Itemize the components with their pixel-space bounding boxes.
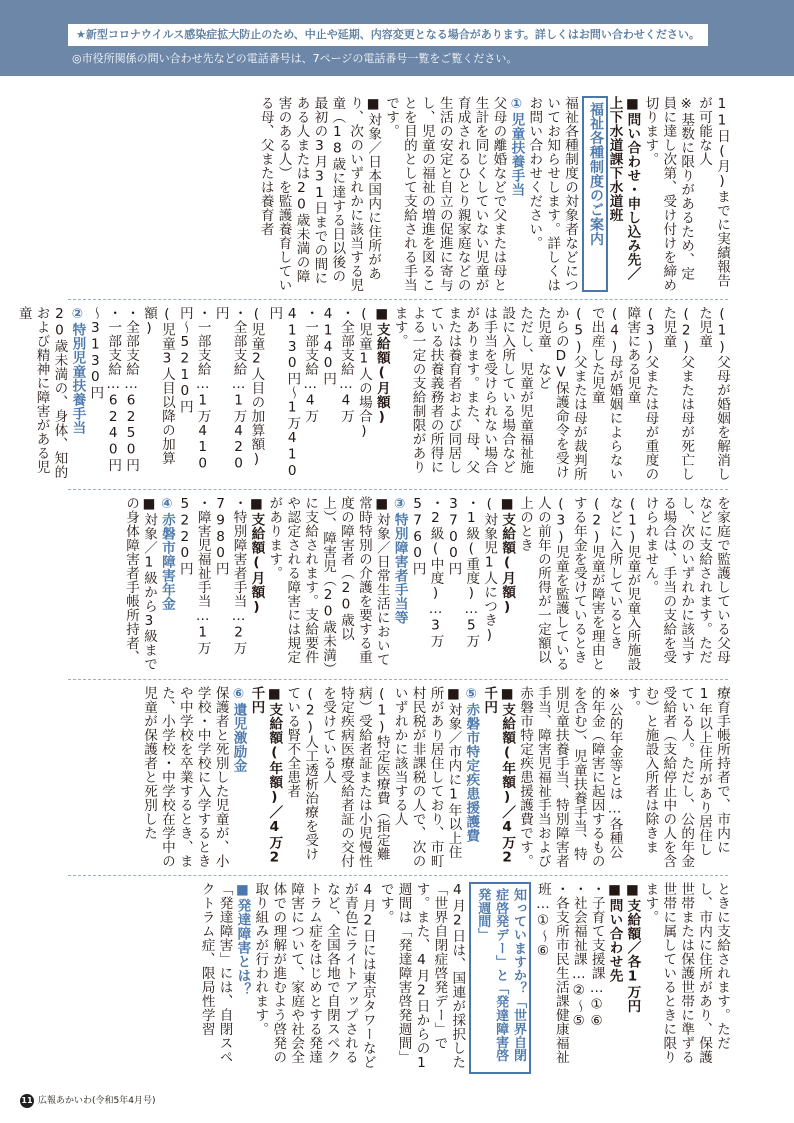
covid-notice: ★新型コロナウイルス感染症拡大防止のため、中止や延期、内容変更となる場合があります。詳しくはお問い合わせください。 (68, 24, 708, 46)
row-divider-1 (68, 299, 728, 300)
phone-note: ◎市役所関係の問い合わせ先などの電話番号は、7ページの電話番号一覧をご覧ください。 (72, 52, 518, 65)
footer-publication: 広報あかいわ(令和5年4月号) (38, 1096, 156, 1106)
section-title-welfare: 福祉各種制度のご案内 (582, 96, 608, 292)
row-divider-2 (68, 489, 728, 490)
header-banner (0, 0, 794, 76)
row-divider-4 (68, 875, 728, 876)
article-disease-allowance: 療育手帳所持者で、市内に1年以上住所があり居住している人。ただし、公的年金受給者（支給停止中の人を含む）と施設入所者は除きます。 ※公的年金等とは…各種公的年金（障害に起因するものを含む）、児童扶養手当、特別児童扶養手当、特別障害者手当、障害児福祉手当および赤磐市特定疾患援護費です。 ■支給額(年額)／4万2千円 ⑤赤磐市特定疾患援護費 ■対象／市内に1年以上住所があり居住しており、市町村民税が非課税の人で、次のいずれかに該当する人 (1)特定医療費（指定難病）受給者証または小児慢性特定疾病医療受給者証の交付を受けている人 (2)人工透析治療を受けている腎不全患者 ■支給額(年額)／4万2千円 ⑥遺児激励金 保護者と死別した児童が、小学校・中学校に入学するときや中学校を卒業するとき、また、小学校・中学校在学中の児童が保護者と死別した (141, 686, 730, 868)
article-sewer-end: 11日(月)までに実績報告が可能な人 ※基数に限りがあるため、定員に達し次第、受け付けを締め切ります。 ■問い合わせ・申し込み先／上下水道課下水道班 (606, 96, 730, 292)
row-divider-3 (68, 679, 728, 680)
section-title-autism: 知っていますか？「世界自閉症啓発デー」と「発達障害啓発週間」 (469, 882, 531, 1074)
article-special-child: を家庭で監護している父母などに支給されます。ただし、次のいずれかに該当する場合は、手当の支給を受けられません。 (1)児童が児童入所施設などに入所しているとき (2)児童が障害を理由とする年金を受けているとき (3)児童を監護している人の前年の所得が一定額以上のとき ■支給額(月額) (対象児1人につき) ・1級(重度)…5万3700円 ・2級(中度)…3万5760円 ③特別障害者手当等 ■対象／日常生活において常時特別の介護を要する重度の障害者（20歳以上）、障害児（20歳未満）に支給されます。支給要件や認定される障害には規定があります。 ■支給額(月額) ・特別障害者手当…2万7980円 ・障害児福祉手当…1万5220円 ④赤磐市障害年金 ■対象／1級から3級までの身体障害者手帳所持者、 (123, 496, 730, 672)
page-number-badge: 11 (20, 1094, 34, 1108)
article-welfare-intro: 福祉各種制度のご案内 福祉各種制度の対象者などについてお知らせします。詳しくはお問い合わせください。 ①児童扶養手当 父母の離婚などで父または母と生計を同じくしていない児童が育成されるひとり親家庭などの生活の安定と自立の促進に寄与し、児童の福祉の増進を図ることを目的として支給される手当です。 ■対象／日本国内に住所があり、次のいずれかに該当する児童（18歳に達する日以後の最初の3月31日までの間にある人または20歳未満の障害のある人）を監護養育している母、父または養育者 (76, 96, 614, 292)
article-autism-awareness: ときに支給されます。ただし、市内に住所があり、保護世帯または保護世帯に準ずる世帯に属しているときに限ります。 ■支給額／各1万円 ■問い合わせ先 ・子育て支援課…①⑥ ・社会福祉課…②～⑤ ・各支所市民生活課健康福祉班…①～⑥ 知っていますか？「世界自閉症啓発デー」と「発達障害啓発週間」 4月2日は、国連が採択した「世界自閉症啓発デー」です。また、4月2日からの1週間は「発達障害啓発週間」です。 4月2日には東京タワーなどが青色にライトアップされるなど、全国各地で自閉スペクトラム症をはじめとする発達障害について、家庭や社会全体での理解が進むよう啓発の取り組みが行われます。 ■発達障害とは？ 「発達障害」には、自閉スペクトラム症、限局性学習 (70, 882, 730, 1074)
article-child-support: (1)父母が婚姻を解消した児童 (2)父または母が死亡した児童 (3)父または母が重度の障害にある児童 (4)母が婚姻によらないで出産した児童 (5)父または母が裁判所からのDV保護命令を受けた児童 など ただし、児童が児童福祉施設に入所している場合などは手当を受けられない場合があります。また、母、父または養育者および同居している扶養義務者の所得による一定の支給制限があります。 ■支給額(月額) (児童1人の場合) ・全部支給…4万4140円 ・一部支給…4万4130円～1万410円 (児童2人目の加算額) ・全部支給…1万420円 ・一部支給…1万410円～5210円 (児童3人目以降の加算額) ・全部支給…6250円 ・一部支給…6240円～3130円 ②特別児童扶養手当 20歳未満の、身体、知的および精神に障害がある児童 (15, 306, 730, 482)
